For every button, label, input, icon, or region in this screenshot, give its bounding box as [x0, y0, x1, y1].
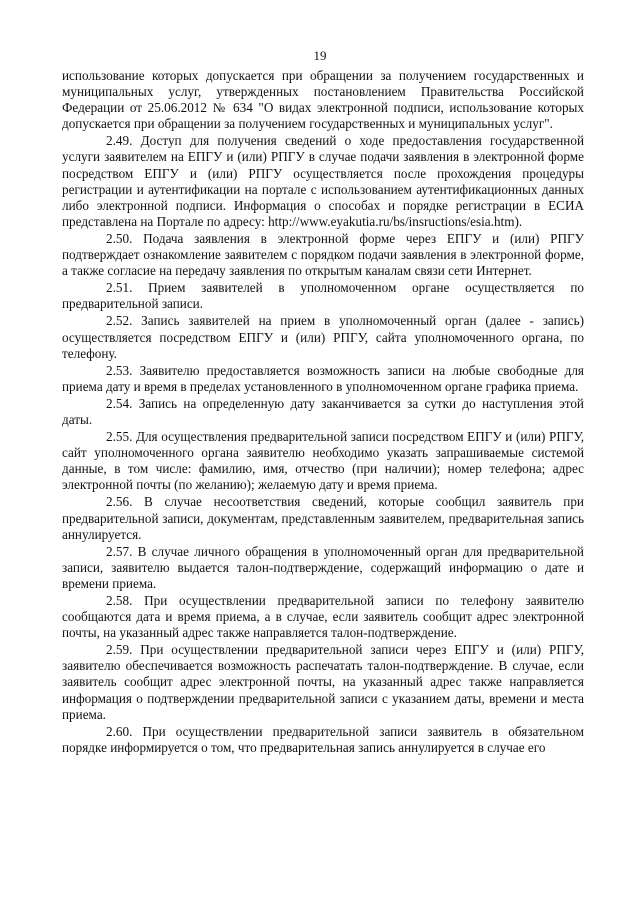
- paragraph-continuation: использование которых допускается при обращении за получением государственных и муниципальных услуг, утвержденных постановлением Правительства Российской Федерации от 25.06.2012 № 634 "О видах электронной подписи, использование которых допускается при обращении за получением государственных и муниципальных услуг".: [62, 68, 584, 132]
- paragraph-2-51: 2.51. Прием заявителей в уполномоченном органе осуществляется по предварительной записи.: [62, 280, 584, 312]
- paragraph-2-55: 2.55. Для осуществления предварительной записи посредством ЕПГУ и (или) РПГУ, сайт уполномоченного органа заявителю необходимо указать запрашиваемые системой данные, в том числе: фамилию, имя, отчество (при наличии); номер телефона; адрес электронной почты (по желанию); желаемую дату и время приема.: [62, 429, 584, 493]
- document-body: [62, 68, 584, 757]
- paragraph-2-50: 2.50. Подача заявления в электронной форме через ЕПГУ и (или) РПГУ подтверждает ознакомление заявителем с порядком подачи заявления в электронной форме, а также согласие на передачу заявления по открытым каналам связи сети Интернет.: [62, 230, 584, 279]
- paragraph-2-59: 2.59. При осуществлении предварительной записи через ЕПГУ и (или) РПГУ, заявителю обеспечивается возможность распечатать талон-подтверждение. В случае, если заявитель сообщит адрес электронной почты, на указанный адрес также направляется информация о подтверждении предварительной записи с указанием даты, времени и места приема.: [62, 642, 584, 722]
- paragraph-2-54: 2.54. Запись на определенную дату заканчивается за сутки до наступления этой даты.: [62, 395, 584, 427]
- paragraph-2-53: 2.53. Заявителю предоставляется возможность записи на любые свободные для приема дату и время в пределах установленного в уполномоченном органе графика приема.: [62, 362, 584, 394]
- paragraph-2-60: 2.60. При осуществлении предварительной записи заявитель в обязательном порядке информируется о том, что предварительная запись аннулируется в случае его: [62, 723, 584, 755]
- paragraph-2-52: 2.52. Запись заявителей на прием в уполномоченный орган (далее - запись) осуществляется посредством ЕПГУ и (или) РПГУ, сайта уполномоченного органа, по телефону.: [62, 313, 584, 361]
- paragraph-2-57: 2.57. В случае личного обращения в уполномоченный орган для предварительной записи, заявителю выдается талон-подтверждение, содержащий информацию о дате и времени приема.: [62, 543, 584, 591]
- paragraph-2-58: 2.58. При осуществлении предварительной записи по телефону заявителю сообщаются дата и время приема, а в случае, если заявитель сообщит адрес электронной почты, на указанный адрес также направляется талон-подтверждение.: [62, 593, 584, 641]
- page-number: 19: [313, 48, 327, 63]
- paragraph-2-49: 2.49. Доступ для получения сведений о ходе предоставления государственной услуги заявителем на ЕПГУ и (или) РПГУ в случае подачи заявления в электронной форме посредством ЕПГУ и (или) РПГУ осуществляется после прохождения процедуры регистрации и аутентификации на портале с использованием аутентификационных данных либо электронной подписи. Информация о способах и порядке регистрации в ЕСИА представлена на Портале по адресу: http://www.eyakutia.ru/bs/insructions/esia.htm).: [62, 133, 584, 229]
- paragraph-2-56: 2.56. В случае несоответствия сведений, которые сообщил заявитель при предварительной записи, документам, представленным заявителем, предварительная запись аннулируется.: [62, 494, 584, 542]
